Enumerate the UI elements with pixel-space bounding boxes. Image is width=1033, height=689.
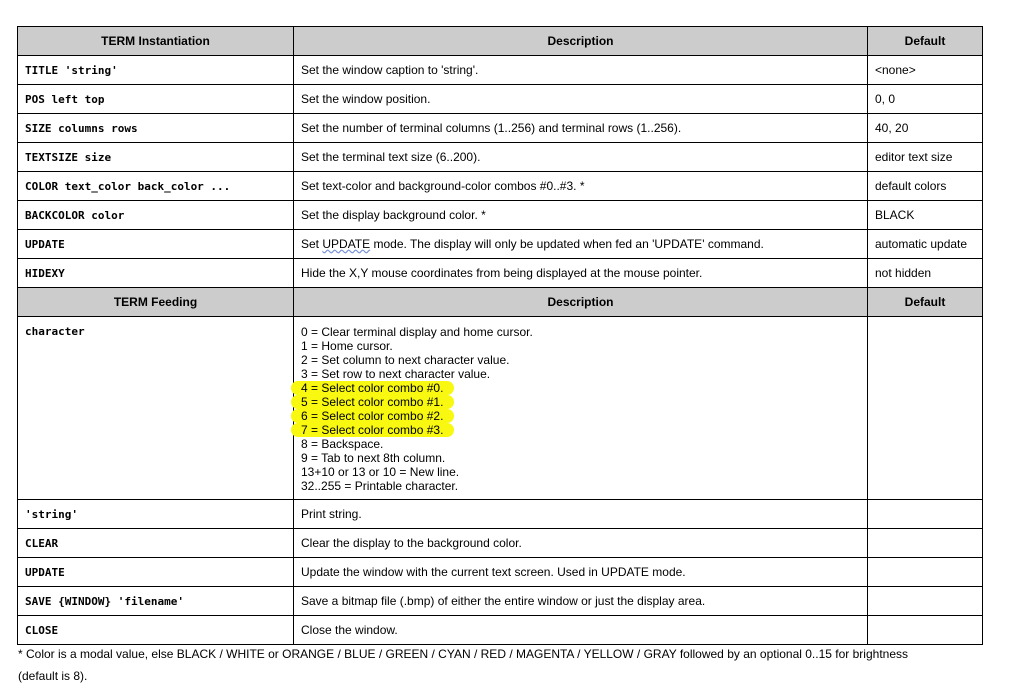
command-cell: SAVE {WINDOW} 'filename' <box>18 587 294 616</box>
default-cell: not hidden <box>868 259 983 288</box>
description-text: mode. The display will only be updated when fed an 'UPDATE' command. <box>370 237 764 251</box>
column-header-command: TERM Instantiation <box>18 27 294 56</box>
code-line: 1 = Home cursor. <box>301 339 393 353</box>
description-cell: Set the number of terminal columns (1..256) and terminal rows (1..256). <box>294 114 868 143</box>
table-row <box>18 529 983 558</box>
command-cell: UPDATE <box>18 558 294 587</box>
column-header-default: Default <box>868 27 983 56</box>
table-row <box>18 259 983 288</box>
table-row <box>18 500 983 529</box>
code-line: 32..255 = Printable character. <box>301 479 459 493</box>
description-cell: Save a bitmap file (.bmp) of either the entire window or just the display area. <box>294 587 868 616</box>
command-cell: TEXTSIZE size <box>18 143 294 172</box>
description-cell: Hide the X,Y mouse coordinates from being displayed at the mouse pointer. <box>294 259 868 288</box>
description-cell: Set the display background color. * <box>294 201 868 230</box>
command-cell: TITLE 'string' <box>18 56 294 85</box>
default-cell <box>868 317 983 500</box>
command-cell: UPDATE <box>18 230 294 259</box>
default-cell <box>868 500 983 529</box>
code-line: 8 = Backspace. <box>301 437 384 451</box>
default-cell: automatic update <box>868 230 983 259</box>
highlighted-code-line: 6 = Select color combo #2. <box>291 409 454 423</box>
table-row <box>18 143 983 172</box>
table-row <box>18 230 983 259</box>
description-cell: Set the terminal text size (6..200). <box>294 143 868 172</box>
description-cell: Set text-color and background-color combos #0..#3. * <box>294 172 868 201</box>
description-cell: Print string. <box>294 500 868 529</box>
table-row <box>18 172 983 201</box>
command-cell: CLEAR <box>18 529 294 558</box>
code-line: 0 = Clear terminal display and home cursor. <box>301 325 533 339</box>
footnote: * Color is a modal value, else BLACK / WHITE or ORANGE / BLUE / GREEN / CYAN / RED / MAGENTA / YELLOW / GRAY followed by an optional 0..15 for brightness (default is 8). <box>18 647 908 683</box>
command-cell: POS left top <box>18 85 294 114</box>
column-header-description: Description <box>294 288 868 317</box>
description-cell: Set the window caption to 'string'. <box>294 56 868 85</box>
table-row <box>18 587 983 616</box>
code-line: 3 = Set row to next character value. <box>301 367 491 381</box>
description-cell <box>294 230 868 259</box>
term-reference-table <box>17 26 983 645</box>
table-row <box>18 56 983 85</box>
code-line: 2 = Set column to next character value. <box>301 353 510 367</box>
command-cell: HIDEXY <box>18 259 294 288</box>
description-cell: Set the window position. <box>294 85 868 114</box>
table-row <box>18 114 983 143</box>
table-row <box>18 201 983 230</box>
default-cell <box>868 529 983 558</box>
table-row <box>18 85 983 114</box>
header-row-instantiation <box>18 27 983 56</box>
column-header-command: TERM Feeding <box>18 288 294 317</box>
default-cell: editor text size <box>868 143 983 172</box>
default-cell <box>868 616 983 645</box>
default-cell: BLACK <box>868 201 983 230</box>
command-cell: 'string' <box>18 500 294 529</box>
default-cell: 0, 0 <box>868 85 983 114</box>
default-cell: default colors <box>868 172 983 201</box>
command-cell: BACKCOLOR color <box>18 201 294 230</box>
command-cell: SIZE columns rows <box>18 114 294 143</box>
command-cell: CLOSE <box>18 616 294 645</box>
highlighted-code-line: 5 = Select color combo #1. <box>291 395 454 409</box>
highlighted-code-line: 4 = Select color combo #0. <box>291 381 454 395</box>
column-header-description: Description <box>294 27 868 56</box>
description-cell: Update the window with the current text screen. Used in UPDATE mode. <box>294 558 868 587</box>
spellcheck-underlined-word: UPDATE <box>322 237 371 251</box>
code-line: 13+10 or 13 or 10 = New line. <box>301 465 460 479</box>
code-line: 9 = Tab to next 8th column. <box>301 451 446 465</box>
default-cell <box>868 587 983 616</box>
command-cell: character <box>18 317 294 500</box>
table-row <box>18 616 983 645</box>
description-cell: Clear the display to the background color. <box>294 529 868 558</box>
description-text: Set <box>301 237 323 251</box>
character-codes-cell <box>294 317 868 500</box>
highlighted-code-line: 7 = Select color combo #3. <box>291 423 454 437</box>
default-cell <box>868 558 983 587</box>
default-cell: 40, 20 <box>868 114 983 143</box>
default-cell: <none> <box>868 56 983 85</box>
command-cell: COLOR text_color back_color ... <box>18 172 294 201</box>
column-header-default: Default <box>868 288 983 317</box>
table-row-character <box>18 317 983 500</box>
table-row <box>18 558 983 587</box>
header-row-feeding <box>18 288 983 317</box>
description-cell: Close the window. <box>294 616 868 645</box>
